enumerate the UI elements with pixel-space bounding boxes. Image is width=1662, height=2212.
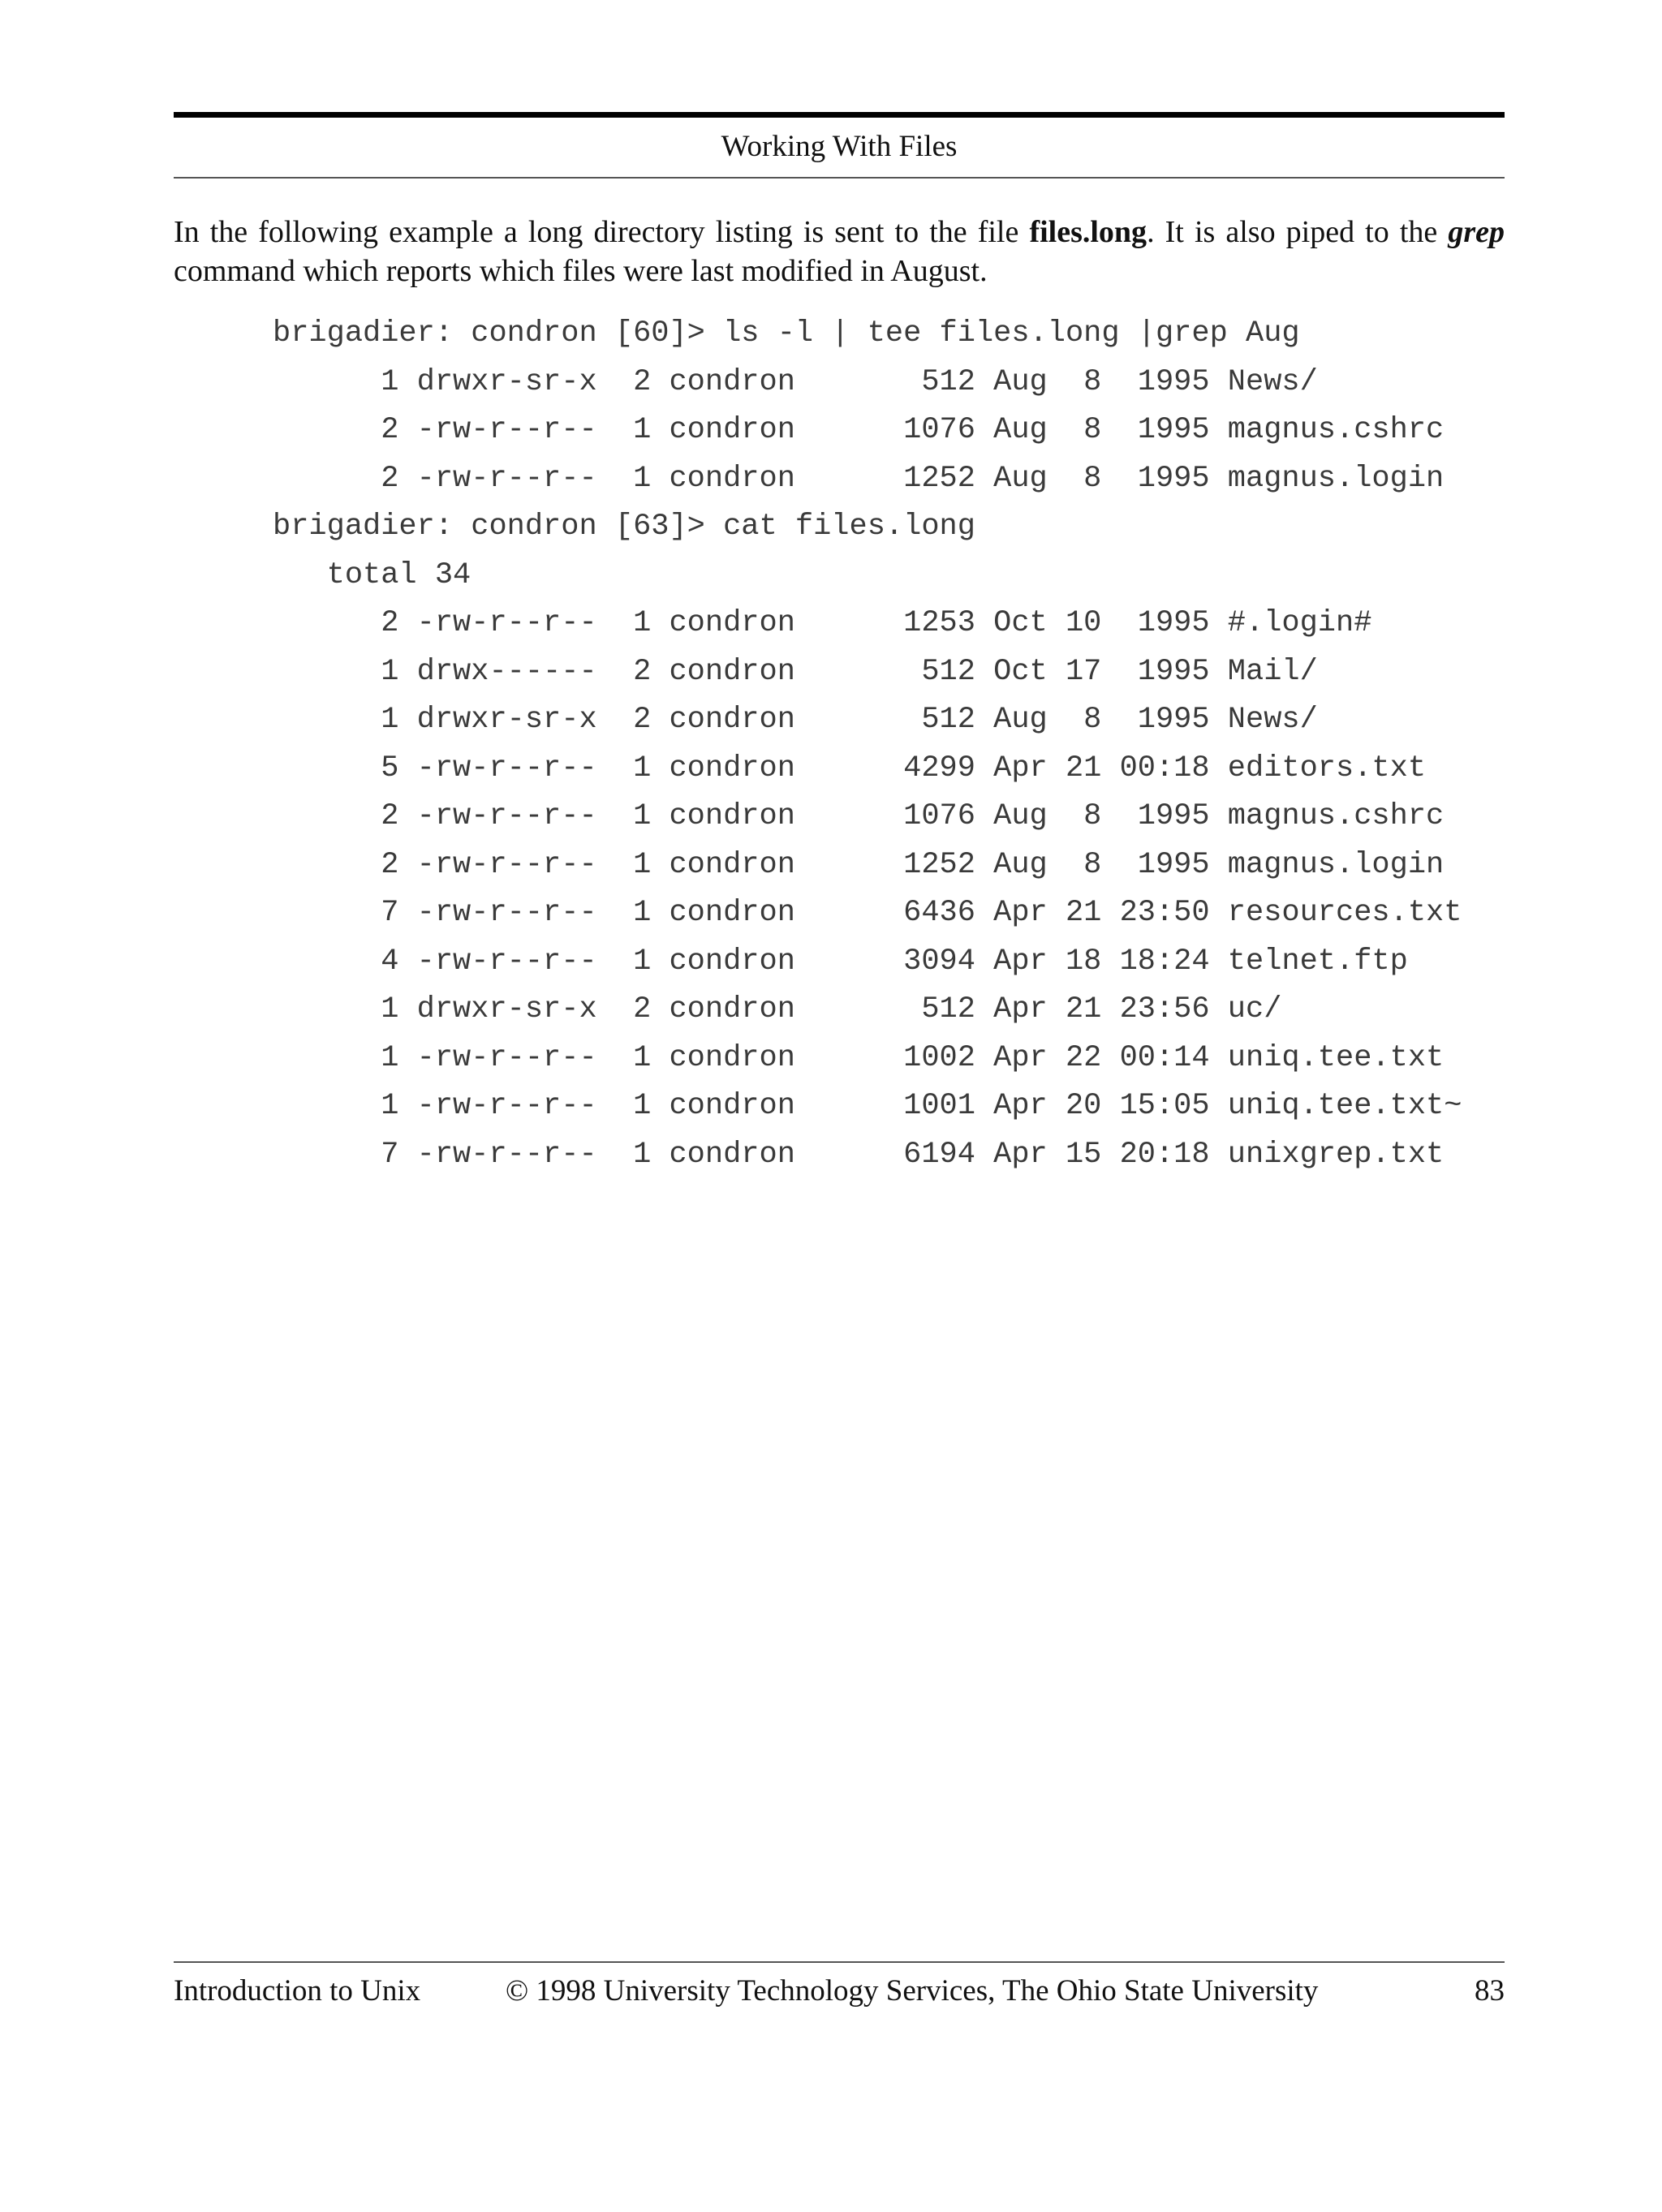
footer-rule (174, 1961, 1505, 1963)
terminal-line: 7 -rw-r--r-- 1 condron 6436 Apr 21 23:50 resources.txt (273, 896, 1462, 930)
terminal-line: 1 -rw-r--r-- 1 condron 1001 Apr 20 15:05 uniq.tee.txt~ (273, 1089, 1462, 1123)
header-rule-thick (174, 112, 1505, 118)
terminal-line: 7 -rw-r--r-- 1 condron 6194 Apr 15 20:18 unixgrep.txt (273, 1137, 1445, 1172)
terminal-line: 1 drwx------ 2 condron 512 Oct 17 1995 Mail/ (273, 654, 1318, 689)
terminal-line: brigadier: condron [60]> ls -l | tee files.long |grep Aug (273, 316, 1300, 351)
footer-copyright: © 1998 University Technology Services, The Ohio State University (506, 1974, 1319, 2008)
terminal-line: 2 -rw-r--r-- 1 condron 1252 Aug 8 1995 magnus.login (273, 847, 1445, 882)
header-rule-thin (174, 177, 1505, 179)
terminal-line: 2 -rw-r--r-- 1 condron 1253 Oct 10 1995 #.login# (273, 606, 1372, 640)
terminal-line: 5 -rw-r--r-- 1 condron 4299 Apr 21 00:18 editors.txt (273, 751, 1427, 785)
terminal-line: brigadier: condron [63]> cat files.long (273, 510, 975, 544)
terminal-line: 1 drwxr-sr-x 2 condron 512 Aug 8 1995 News/ (273, 364, 1318, 399)
page-number: 83 (1475, 1974, 1505, 2008)
terminal-listing (273, 310, 1462, 1179)
paragraph-text-1: In the following example a long directory listing is sent to the file (174, 215, 1030, 249)
paragraph-text-2: . It is also piped to the (1147, 215, 1449, 249)
terminal-line: 2 -rw-r--r-- 1 condron 1076 Aug 8 1995 magnus.cshrc (273, 413, 1445, 447)
terminal-line: total 34 (273, 557, 471, 592)
intro-paragraph (174, 213, 1505, 290)
terminal-line: 4 -rw-r--r-- 1 condron 3094 Apr 18 18:24 telnet.ftp (273, 944, 1408, 979)
terminal-line: 2 -rw-r--r-- 1 condron 1252 Aug 8 1995 magnus.login (273, 461, 1445, 496)
terminal-line: 1 drwxr-sr-x 2 condron 512 Aug 8 1995 News/ (273, 703, 1318, 737)
command-name: grep (1448, 215, 1505, 249)
footer-book-title: Introduction to Unix (174, 1974, 421, 2008)
terminal-line: 1 drwxr-sr-x 2 condron 512 Apr 21 23:56 uc/ (273, 992, 1282, 1026)
terminal-line: 2 -rw-r--r-- 1 condron 1076 Aug 8 1995 magnus.cshrc (273, 799, 1445, 833)
paragraph-text-3: command which reports which files were last modified in August. (174, 254, 988, 288)
file-name: files.long (1029, 215, 1147, 249)
running-header: Working With Files (721, 130, 958, 163)
terminal-line: 1 -rw-r--r-- 1 condron 1002 Apr 22 00:14 uniq.tee.txt (273, 1040, 1445, 1075)
